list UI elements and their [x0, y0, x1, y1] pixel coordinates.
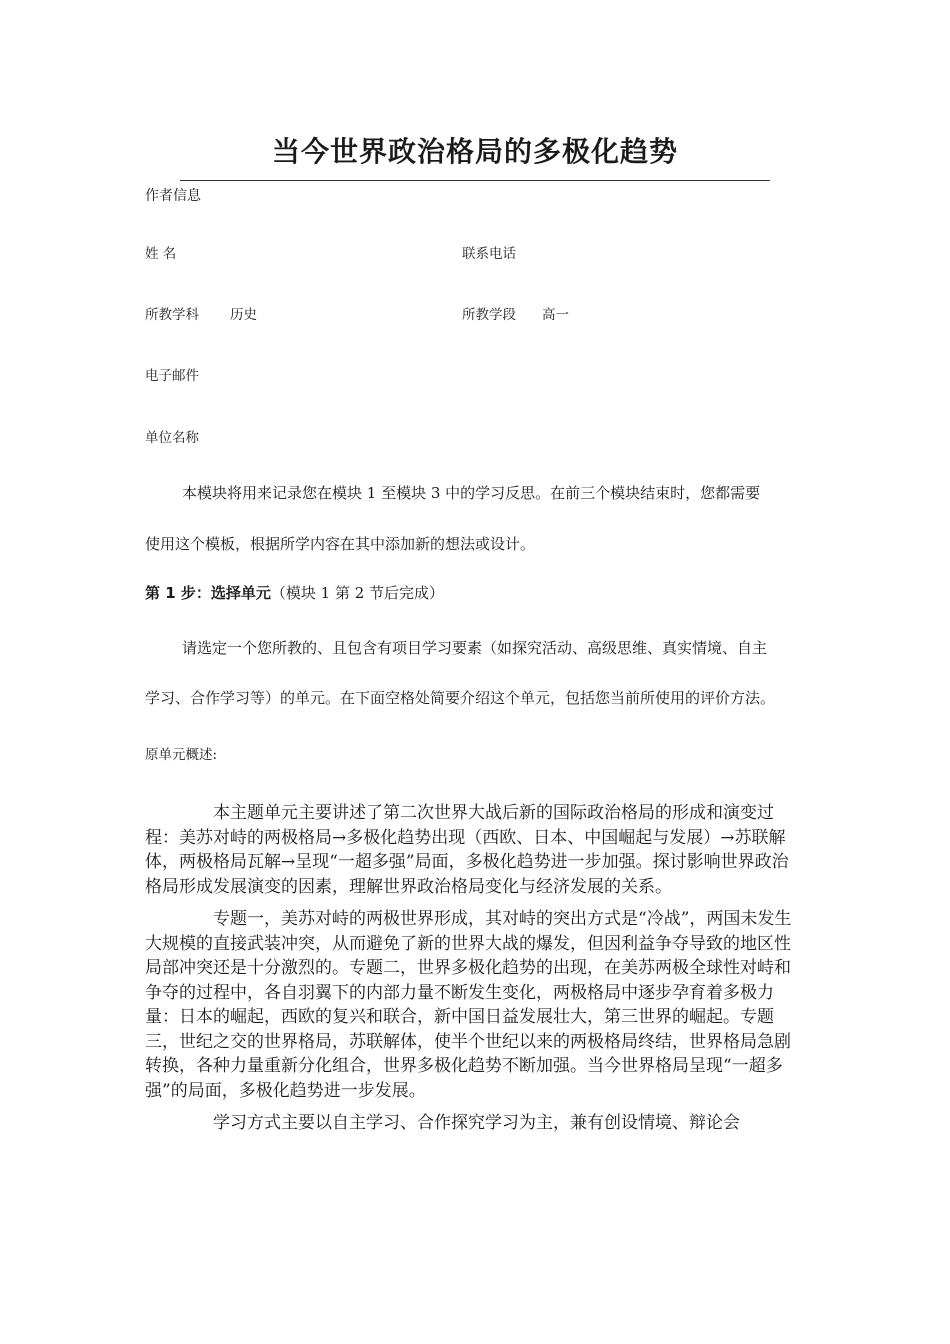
subject-value: 历史	[230, 307, 257, 323]
subject-label: 所教学科	[145, 307, 199, 323]
grade-value: 高一	[542, 307, 569, 323]
email-label: 电子邮件	[145, 368, 199, 384]
step-1-title: 第 1 步：选择单元	[145, 584, 271, 602]
overview-label: 原单元概述:	[145, 747, 218, 763]
instruction-line-2: 学习、合作学习等）的单元。在下面空格处简要介绍这个单元，包括您当前所使用的评价方法。	[145, 689, 776, 707]
phone-label: 联系电话	[462, 246, 516, 262]
title-underline	[180, 180, 770, 181]
overview-paragraph-2: 专题一，美苏对峙的两极世界形成，其对峙的突出方式是“冷战”，两国未发生大规模的直接武装冲突，从而避免了新的世界大战的爆发，但因利益争夺导致的地区性局部冲突还是十分激烈的。专题二，世界多极化趋势的出现，在美苏两极全球性对峙和争夺的过程中，各自羽翼下的内部力量不断发生变化，两极格局中逐步孕育着多极力量：日本的崛起，西欧的复兴和联合，新中国日益发展壮大，第三世界的崛起。专题三，世纪之交的世界格局，苏联解体，使半个世纪以来的两极格局终结，世界格局急剧转换，各种力量重新分化组合，世界多极化趋势不断加强。当今世界格局呈现“一超多强”的局面，多极化趋势进一步发展。	[145, 909, 792, 1101]
intro-line-1: 本模块将用来记录您在模块 1 至模块 3 中的学习反思。在前三个模块结束时，您都需要	[182, 484, 761, 502]
unit-label: 单位名称	[145, 430, 199, 446]
overview-body	[145, 801, 795, 1144]
document-title: 当今世界政治格局的多极化趋势	[271, 135, 678, 168]
overview-paragraph-1: 本主题单元主要讲述了第二次世界大战后新的国际政治格局的形成和演变过程：美苏对峙的两极格局→多极化趋势出现（西欧、日本、中国崛起与发展）→苏联解体，两极格局瓦解→呈现“一超多强”局面，多极化趋势进一步加强。探讨影响世界政治格局形成发展演变的因素，理解世界政治格局变化与经济发展的关系。	[145, 803, 789, 897]
author-info-heading: 作者信息	[145, 188, 201, 204]
step-1-heading	[145, 582, 444, 603]
overview-paragraph-3: 学习方式主要以自主学习、合作探究学习为主，兼有创设情境、辩论会	[213, 1113, 740, 1133]
intro-line-2: 使用这个模板，根据所学内容在其中添加新的想法或设计。	[145, 535, 536, 553]
instruction-line-1: 请选定一个您所教的、且包含有项目学习要素（如探究活动、高级思维、真实情境、自主	[182, 639, 768, 657]
grade-label: 所教学段	[462, 307, 516, 323]
step-1-note: （模块 1 第 2 节后完成）	[270, 584, 445, 602]
name-label: 姓 名	[145, 246, 177, 262]
